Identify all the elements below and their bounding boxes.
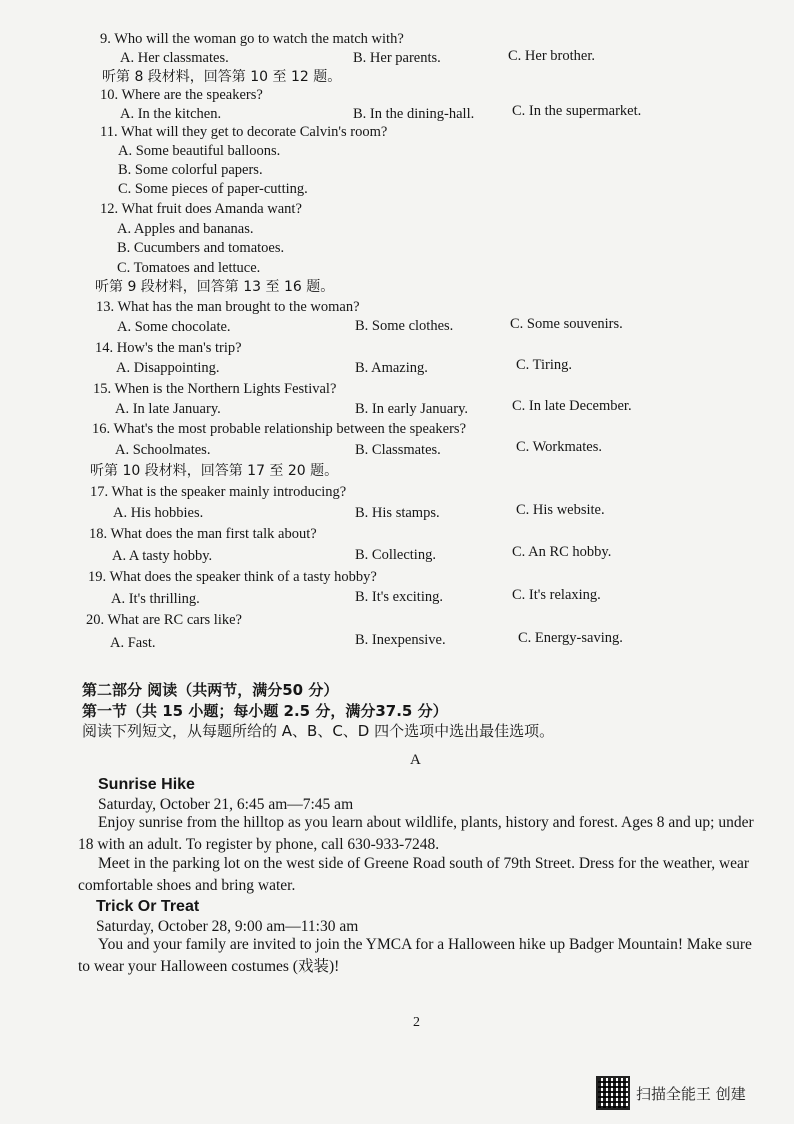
question-9: 9. Who will the woman go to watch the match with?: [100, 31, 404, 47]
q15-option-c: C. In late December.: [512, 398, 632, 414]
part2-title: 第二部分 阅读（共两节，满分50 分）: [82, 681, 339, 699]
q16-option-b: B. Classmates.: [355, 442, 441, 458]
event1-time: Saturday, October 21, 6:45 am—7:45 am: [98, 796, 354, 813]
q14-option-a: A. Disappointing.: [116, 360, 220, 376]
part2-subtitle: 第一节（共 15 小题；每小题 2.5 分，满分37.5 分）: [82, 702, 448, 720]
part2-instruction: 阅读下列短文，从每题所给的 A、B、C、D 四个选项中选出最佳选项。: [82, 722, 555, 740]
section-header-9: 听第 9 段材料，回答第 13 至 16 题。: [95, 279, 335, 295]
event2-title: Trick Or Treat: [96, 898, 200, 915]
q14-option-b: B. Amazing.: [355, 360, 428, 376]
q18-option-a: A. A tasty hobby.: [112, 548, 213, 564]
q20-option-c: C. Energy-saving.: [518, 630, 623, 646]
q11-option-a: A. Some beautiful balloons.: [118, 143, 281, 159]
question-18: 18. What does the man first talk about?: [89, 526, 317, 542]
q9-option-b: B. Her parents.: [353, 50, 441, 66]
q14-option-c: C. Tiring.: [516, 357, 573, 373]
page-number: 2: [413, 1015, 420, 1030]
q11-option-c: C. Some pieces of paper-cutting.: [118, 181, 308, 197]
question-11: 11. What will they get to decorate Calvin's room?: [100, 124, 388, 140]
question-10: 10. Where are the speakers?: [100, 87, 263, 103]
section-header-10: 听第 10 段材料，回答第 17 至 20 题。: [90, 463, 339, 479]
q15-option-a: A. In late January.: [115, 401, 221, 417]
q20-option-b: B. Inexpensive.: [355, 632, 446, 648]
q16-option-a: A. Schoolmates.: [115, 442, 211, 458]
q13-option-b: B. Some clothes.: [355, 318, 454, 334]
question-13: 13. What has the man brought to the woman?: [96, 299, 360, 315]
q17-option-b: B. His stamps.: [355, 505, 440, 521]
q9-option-a: A. Her classmates.: [120, 50, 229, 66]
scanner-watermark: [596, 1076, 746, 1110]
event1-paragraph-2: Meet in the parking lot on the west side of Greene Road south of 79th Street. Dress for the weather, wear comfortable shoes and bring water.: [78, 855, 750, 894]
q19-option-a: A. It's thrilling.: [111, 591, 200, 607]
q15-option-b: B. In early January.: [355, 401, 469, 417]
question-14: 14. How's the man's trip?: [95, 340, 242, 356]
q10-option-b: B. In the dining-hall.: [353, 106, 475, 122]
question-16: 16. What's the most probable relationship between the speakers?: [92, 421, 467, 437]
q18-option-c: C. An RC hobby.: [512, 544, 612, 560]
passage-letter: A: [410, 752, 421, 768]
q9-option-c: C. Her brother.: [508, 48, 595, 64]
section-header-8: 听第 8 段材料，回答第 10 至 12 题。: [102, 69, 342, 85]
q12-option-b: B. Cucumbers and tomatoes.: [117, 240, 285, 256]
q12-option-a: A. Apples and bananas.: [117, 221, 254, 237]
question-19: 19. What does the speaker think of a tasty hobby?: [88, 569, 377, 585]
q10-option-a: A. In the kitchen.: [120, 106, 222, 122]
question-12: 12. What fruit does Amanda want?: [100, 201, 302, 217]
question-15: 15. When is the Northern Lights Festival?: [93, 381, 337, 397]
qr-code-icon: [596, 1076, 630, 1110]
q19-option-b: B. It's exciting.: [355, 589, 443, 605]
event1-paragraph-1: Enjoy sunrise from the hilltop as you learn about wildlife, plants, history and forest. Ages 8 and up; under 18 with an adult. To register by phone, call 630-933-7248.: [78, 814, 754, 853]
q18-option-b: B. Collecting.: [355, 547, 436, 563]
question-17: 17. What is the speaker mainly introducing?: [90, 484, 347, 500]
q13-option-c: C. Some souvenirs.: [510, 316, 623, 332]
q16-option-c: C. Workmates.: [516, 439, 602, 455]
q12-option-c: C. Tomatoes and lettuce.: [117, 260, 261, 276]
q17-option-a: A. His hobbies.: [113, 505, 204, 521]
event1-title: Sunrise Hike: [98, 776, 195, 793]
q19-option-c: C. It's relaxing.: [512, 587, 601, 603]
q20-option-a: A. Fast.: [110, 635, 156, 651]
event2-paragraph-1: You and your family are invited to join the YMCA for a Halloween hike up Badger Mountain! Make sure to wear your Halloween costumes (戏装)!: [78, 936, 752, 975]
q17-option-c: C. His website.: [516, 502, 605, 518]
event2-time: Saturday, October 28, 9:00 am—11:30 am: [96, 918, 359, 935]
q11-option-b: B. Some colorful papers.: [118, 162, 263, 178]
q10-option-c: C. In the supermarket.: [512, 103, 642, 119]
question-20: 20. What are RC cars like?: [86, 612, 242, 628]
q13-option-a: A. Some chocolate.: [117, 319, 231, 335]
watermark-text: 扫描全能王 创建: [636, 1084, 746, 1103]
